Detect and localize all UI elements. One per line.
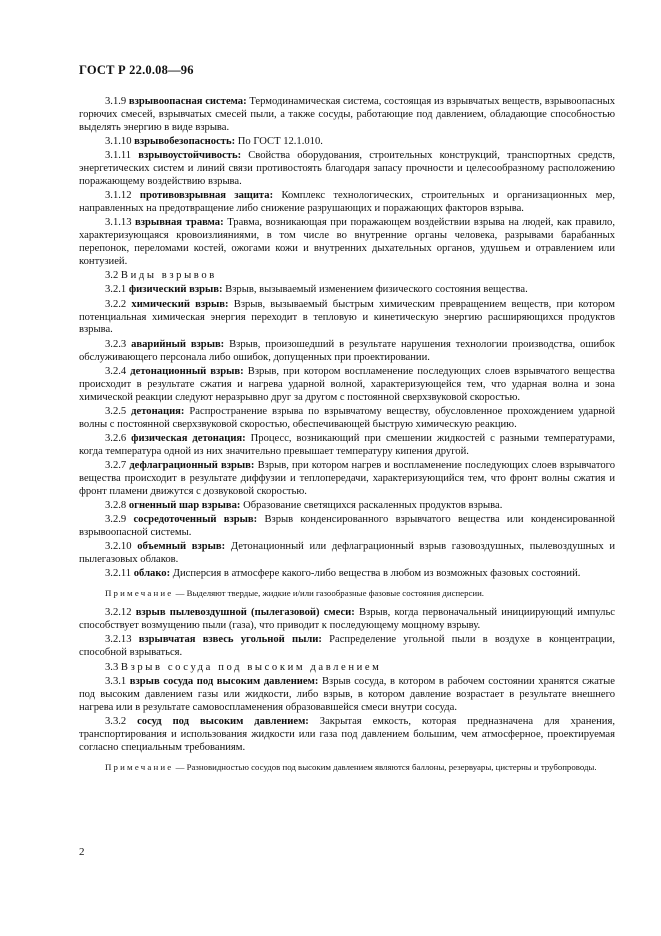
term: детонация: xyxy=(131,405,185,417)
definition-paragraph xyxy=(79,433,615,459)
definition-text: Взрыв сосуда, в котором в рабочем состоянии хранятся сжатые под высоким давлением газы или жидкости, либо взрыв, в котором давление возрастает в результате внешнего нагрева или в результате самовоспламенения образовавшейся смеси внутри сосуда. xyxy=(79,675,615,713)
definition-text: Комплекс технологических, строительных и организационных мер, направленных на предотвращение либо снижение разрушающих и поражающих факторов взрыва. xyxy=(79,190,615,215)
note-text: — Выделяют твердые, жидкие и/или газообразные фазовые состояния дисперсии. xyxy=(175,588,485,599)
term: детонационный взрыв: xyxy=(130,365,244,377)
term: взрыв сосуда под высоким давлением: xyxy=(129,675,319,687)
clause-number: 3.2.3 xyxy=(105,338,127,350)
clause-number: 3.2.5 xyxy=(105,405,127,417)
term: взрывобезопасность: xyxy=(134,136,236,148)
definition-paragraph xyxy=(79,541,615,567)
term: физическая детонация: xyxy=(131,432,246,444)
definition-text: Процесс, возникающий при смешении жидкостей с разными температурами, когда температура одной из них значительно превышает температуру кипения другой. xyxy=(79,432,615,457)
clause-number: 3.2.2 xyxy=(105,298,127,310)
note-2 xyxy=(79,761,615,773)
section-title: Виды взрывов xyxy=(120,270,217,282)
definition-text: Свойства оборудования, строительных конструкций, транспортных средств, энергетических систем и линий связи противостоять благодаря запасу прочности и целесообразному расположению поражающему воздействию взрыва. xyxy=(79,150,615,188)
definition-text: Дисперсия в атмосфере какого-либо вещества в любом из возможных фазовых состояний. xyxy=(170,568,581,580)
term: облако: xyxy=(133,568,171,580)
note-label: Примечание xyxy=(105,761,174,772)
definition-text: Распространение взрыва по взрывчатому веществу, обусловленное прохождением ударной волны с постоянной сверхзвуковой скоростью, обеспечивающей быструю химическую реакцию. xyxy=(79,405,616,430)
term: сосуд под высоким давлением: xyxy=(137,715,309,727)
document-body xyxy=(79,96,615,781)
group-33 xyxy=(79,676,615,755)
section-heading-3-2 xyxy=(79,270,615,283)
definition-paragraph xyxy=(79,460,615,499)
page-header: ГОСТ Р 22.0.08—96 xyxy=(79,63,194,77)
term: взрывоопасная система: xyxy=(128,96,247,107)
definition-text: Образование светящихся раскаленных продуктов взрыва. xyxy=(240,500,503,512)
clause-number: 3.2.6 xyxy=(105,432,127,444)
section-heading-3-3 xyxy=(79,662,615,675)
group-32b xyxy=(79,607,615,660)
term: сосредоточенный взрыв: xyxy=(133,514,258,526)
definition-paragraph xyxy=(79,568,615,581)
section-number: 3.3 xyxy=(105,661,119,673)
definition-paragraph xyxy=(79,136,615,149)
clause-number: 3.1.12 xyxy=(105,190,132,202)
definition-text: Взрыв, когда первоначальный инициирующий импульс способствует возмущению пыли (газа), что приводит к последующему мощному взрыву. xyxy=(79,607,615,632)
definition-paragraph xyxy=(79,150,615,189)
definition-paragraph xyxy=(79,406,615,432)
clause-number: 3.2.9 xyxy=(105,514,127,526)
section-title: Взрыв сосуда под высоким давлением xyxy=(120,661,382,673)
term: дефлаграционный взрыв: xyxy=(129,460,255,472)
definition-text: Взрыв, вызываемый быстрым химическим превращением веществ, при котором потенциальная химическая энергия переходит в тепловую и кинетическую энергию расширяющихся продуктов взрыва. xyxy=(79,298,615,336)
definition-paragraph xyxy=(79,366,615,405)
term: аварийный взрыв: xyxy=(131,338,225,350)
definition-paragraph xyxy=(79,716,615,755)
definition-text: По ГОСТ 12.1.010. xyxy=(235,136,323,148)
definition-text: Взрыв, при котором нагрев и воспламенение последующих слоев взрывчатого вещества происходит в результате диффузии и теплопередачи, характеризующийся тем, что фронт волны сжатия и фронт пламени движутся с дозвуковой скоростью. xyxy=(79,460,615,497)
clause-number: 3.1.10 xyxy=(105,136,132,148)
definition-paragraph xyxy=(79,190,615,216)
clause-number: 3.1.9 xyxy=(105,96,127,107)
term: взрыв пылевоздушной (пылегазовой) смеси: xyxy=(135,607,355,619)
definition-text: Травма, возникающая при поражающем воздействии взрыва на людей, как правило, характеризующаяся кровоизлияниями, в том числе во внутренние органы человека, разрывами барабанных перепонок, переломами костей, ожогами кожи и внутренних дыхательных органов, удушьем и отравлением или контузией. xyxy=(79,217,615,268)
term: противовзрывная защита: xyxy=(139,190,274,202)
definition-text: Распределение угольной пыли в воздухе в концентрации, способной взрываться. xyxy=(79,634,615,659)
definition-text: Взрыв, вызываемый изменением физического состояния вещества. xyxy=(222,284,528,296)
definition-paragraph xyxy=(79,96,615,135)
clause-number: 3.3.1 xyxy=(105,675,127,687)
definition-text: Взрыв, произошедший в результате нарушения технологии производства, ошибок обслуживающего персонала либо ошибок, допущенных при проектировании. xyxy=(79,338,615,363)
term: взрывчатая взвесь угольной пыли: xyxy=(138,634,322,646)
term: химический взрыв: xyxy=(131,298,229,310)
term: взрывная травма: xyxy=(135,217,224,229)
clause-number: 3.2.11 xyxy=(105,568,132,580)
group-31 xyxy=(79,96,615,269)
section-number: 3.2 xyxy=(105,270,119,282)
definition-text: Взрыв конденсированного взрывчатого вещества или конденсированной взрывоопасной системы. xyxy=(79,514,616,539)
clause-number: 3.2.1 xyxy=(105,284,127,296)
group-32 xyxy=(79,284,615,581)
clause-number: 3.1.11 xyxy=(105,150,132,162)
clause-number: 3.2.7 xyxy=(105,460,127,472)
note-1 xyxy=(79,587,615,599)
clause-number: 3.2.10 xyxy=(105,541,132,553)
definition-text: Термодинамическая система, состоящая из взрывчатых веществ, взрывоопасных горючих смесей, взрывчатых смесей пыли, а также сосуды, работающие под давлением, обладающие способностью выделять энергию в виде взрыва. xyxy=(79,96,615,133)
clause-number: 3.2.8 xyxy=(105,500,127,512)
clause-number: 3.2.13 xyxy=(105,634,132,646)
definition-paragraph xyxy=(79,339,615,365)
clause-number: 3.3.2 xyxy=(105,715,127,727)
definition-paragraph xyxy=(79,607,615,633)
definition-text: Взрыв, при котором воспламенение последующих слоев взрывчатого вещества происходит в результате сжатия и нагрева ударной волной, характеризующейся тем, что ударная волна и зона химической реакции следуют неразрывно друг за другом с постоянной сверхзвуковой скоростью. xyxy=(79,365,615,403)
term: физический взрыв: xyxy=(128,284,223,296)
definition-paragraph xyxy=(79,217,615,269)
note-text: — Разновидностью сосудов под высоким давлением являются баллоны, резервуары, цистерны и трубопроводы. xyxy=(175,761,597,772)
term: объемный взрыв: xyxy=(137,541,226,553)
definition-paragraph xyxy=(79,676,615,715)
definition-text: Детонационный или дефлаграционный взрыв газовоздушных, пылевоздушных и пылегазовых облаков. xyxy=(79,541,616,566)
definition-paragraph xyxy=(79,500,615,513)
definition-paragraph xyxy=(79,284,615,297)
term: взрывоустойчивость: xyxy=(138,150,242,162)
definition-text: Закрытая емкость, которая предназначена для хранения, транспортирования и использования жидкости или газа под давлением большим, чем атмосферное, проектируемая согласно специальным требованиям. xyxy=(79,715,615,753)
term: огненный шар взрыва: xyxy=(128,500,241,512)
note-label: Примечание xyxy=(105,588,174,599)
clause-number: 3.1.13 xyxy=(105,217,132,229)
clause-number: 3.2.12 xyxy=(105,607,132,619)
definition-paragraph xyxy=(79,634,615,660)
definition-paragraph xyxy=(79,514,615,540)
definition-paragraph xyxy=(79,299,615,338)
page-number: 2 xyxy=(79,846,85,858)
clause-number: 3.2.4 xyxy=(105,365,127,377)
